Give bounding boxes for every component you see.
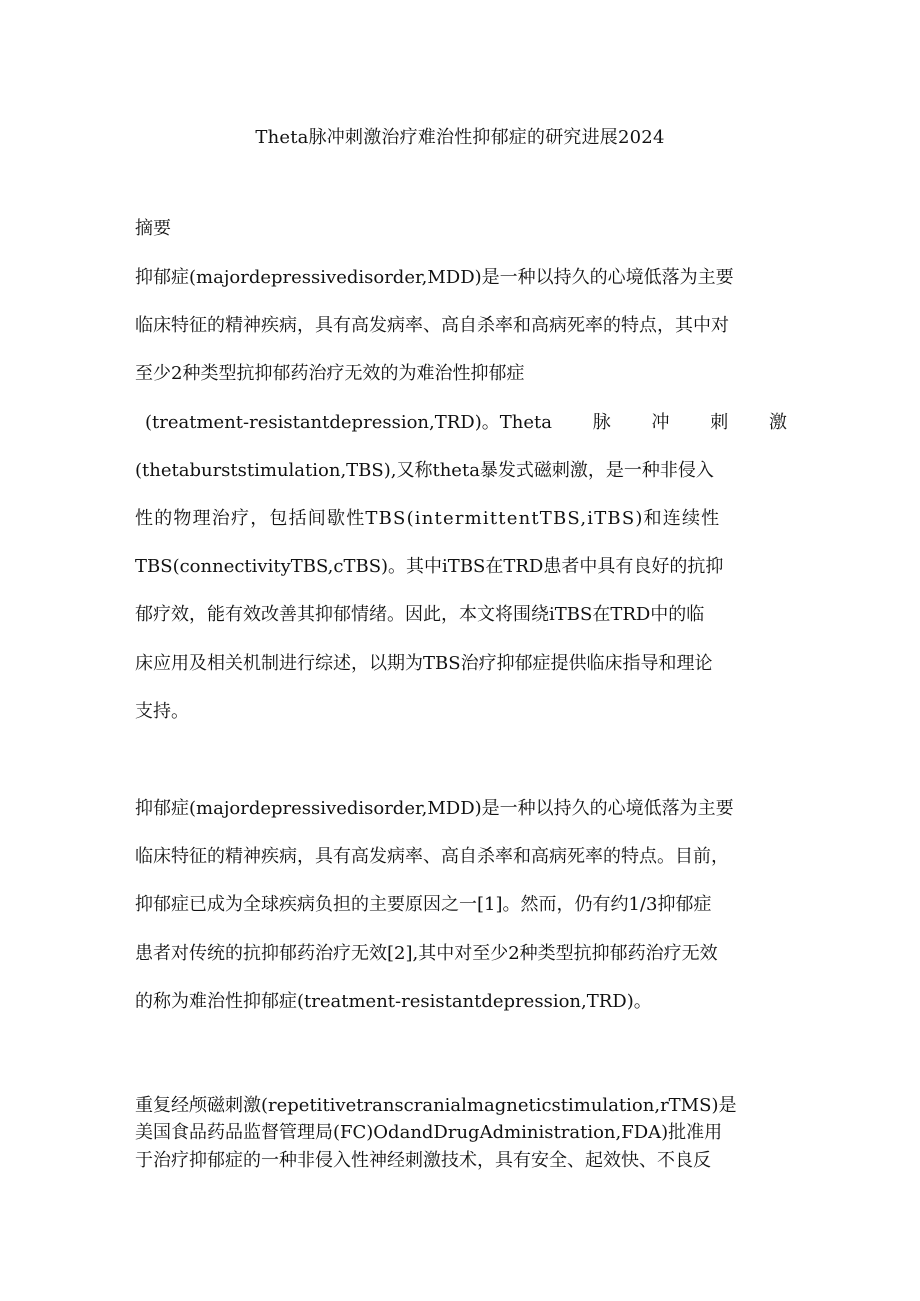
abstract-line-4 — [145, 409, 787, 437]
para2-line-3: 抑郁症已成为全球疾病负担的主要原因之一[1]。然而，仍有约1/3抑郁症 — [135, 894, 712, 915]
abstract-line-4-part-1: (treatment-resistantdepression,TRD)。Theta — [145, 412, 552, 433]
abstract-line-1: 抑郁症(majordepressivedisorder,MDD)是一种以持久的心境低落为主要 — [135, 267, 734, 288]
abstract-line-9: 床应用及相关机制进行综述，以期为TBS治疗抑郁症提供临床指导和理论 — [135, 653, 713, 674]
para2-line-4: 患者对传统的抗抑郁药治疗无效[2],其中对至少2种类型抗抑郁药治疗无效 — [135, 943, 718, 964]
document-title: Theta脉冲刺激治疗难治性抑郁症的研究进展2024 — [255, 127, 665, 148]
abstract-line-4-part-2: 脉 — [592, 412, 611, 433]
para3-line-2: 美国食品药品监督管理局(FC)OdandDrugAdministration,FDA)批准用 — [135, 1122, 723, 1143]
para3-line-3: 于治疗抑郁症的一种非侵入性神经刺激技术，具有安全、起效快、不良反 — [135, 1150, 711, 1171]
abstract-heading: 摘要 — [135, 218, 171, 239]
para2-line-1: 抑郁症(majordepressivedisorder,MDD)是一种以持久的心境低落为主要 — [135, 798, 734, 819]
abstract-line-4-part-3: 冲 — [651, 412, 670, 433]
abstract-line-2: 临床特征的精神疾病，具有高发病率、高自杀率和高病死率的特点，其中对 — [135, 315, 729, 336]
para2-line-2: 临床特征的精神疾病，具有高发病率、高自杀率和高病死率的特点。目前， — [135, 846, 729, 867]
para3-line-1: 重复经颅磁刺激(repetitivetranscranialmagneticstimulation,rTMS)是 — [135, 1095, 737, 1116]
abstract-line-3: 至少2种类型抗抑郁药治疗无效的为难治性抑郁症 — [135, 363, 525, 384]
abstract-line-7: TBS(connectivityTBS,cTBS)。其中iTBS在TRD患者中具有良好的抗抑 — [135, 556, 724, 577]
para2-line-5: 的称为难治性抑郁症(treatment-resistantdepression,TRD)。 — [135, 991, 652, 1012]
abstract-line-4-part-4: 刺 — [710, 412, 729, 433]
abstract-line-6: 性的物理治疗，包括间歇性TBS(intermittentTBS,iTBS)和连续性 — [135, 508, 721, 529]
abstract-line-5: (thetaburststimulation,TBS),又称theta暴发式磁刺激，是一种非侵入 — [135, 460, 714, 481]
abstract-line-8: 郁疗效，能有效改善其抑郁情绪。因此，本文将围绕iTBS在TRD中的临 — [135, 604, 705, 625]
abstract-line-4-part-5: 激 — [768, 412, 787, 433]
abstract-line-10: 支持。 — [135, 701, 189, 722]
